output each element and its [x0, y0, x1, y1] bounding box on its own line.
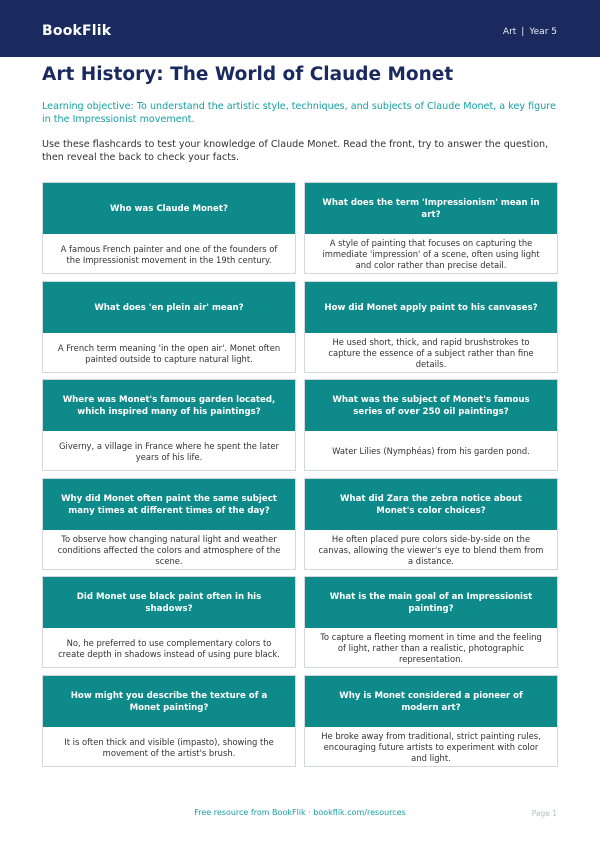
flashcard-back: A style of painting that focuses on capturing the immediate 'impression' of a scene, often using light and color rather than precise detail. [322, 238, 540, 270]
flashcard-front: What did Zara the zebra notice about Monet's color choices? [305, 479, 557, 530]
flashcard-front: What is the main goal of an Impressionist painting? [305, 577, 557, 628]
flashcard[interactable] [304, 379, 558, 471]
flashcard[interactable] [304, 281, 558, 373]
flashcard-front: What does the term 'Impressionism' mean in art? [305, 183, 557, 234]
flashcard-back: He used short, thick, and rapid brushstrokes to capture the essence of a subject rather than fine details. [328, 337, 534, 369]
subject-label: Art [502, 27, 517, 37]
flashcard-front: Why did Monet often paint the same subject many times at different times of the day? [43, 479, 295, 530]
flashcard[interactable] [42, 182, 296, 274]
brand-logo-text[interactable]: BookFlik [42, 23, 112, 39]
flashcard[interactable] [42, 576, 296, 668]
page-title: Art History: The World of Claude Monet [42, 64, 454, 85]
flashcard-back: To observe how changing natural light and weather conditions affected the colors and atmosphere of the scene. [57, 534, 281, 566]
flashcard[interactable] [42, 281, 296, 373]
flashcard-front: What was the subject of Monet's famous series of over 250 oil paintings? [305, 380, 557, 431]
flashcard[interactable] [304, 675, 558, 767]
flashcard[interactable] [42, 675, 296, 767]
flashcard-back: A French term meaning 'in the open air'. Monet often painted outside to capture natural light. [57, 342, 281, 364]
flashcard-front: How might you describe the texture of a Monet painting? [43, 676, 295, 727]
flashcard-front: How did Monet apply paint to his canvases? [305, 282, 557, 333]
flashcard-front: What does 'en plein air' mean? [43, 282, 295, 333]
flashcard-back: To capture a fleeting moment in time and the feeling of light, rather than a realistic, photographic representation. [320, 632, 542, 664]
learning-objective: Learning objective: To understand the artistic style, techniques, and subjects of Claude Monet, a key figure in the Impressionist movement. [42, 101, 556, 125]
flashcard-back: A famous French painter and one of the founders of the Impressionist movement in the 19th century. [60, 243, 278, 265]
flashcard-back: Giverny, a village in France where he spent the later years of his life. [59, 440, 279, 462]
meta-separator: | [521, 27, 525, 37]
flashcard[interactable] [42, 379, 296, 471]
flashcard-back: He broke away from traditional, strict painting rules, encouraging future artists to experiment with color and light. [321, 731, 541, 763]
top-header-bar [0, 0, 600, 57]
flashcard[interactable] [304, 576, 558, 668]
flashcard[interactable] [42, 478, 296, 570]
flashcard-back: No, he preferred to use complementary colors to create depth in shadows instead of using pure black. [58, 637, 280, 659]
flashcard-front: Who was Claude Monet? [43, 183, 295, 234]
page-number: Page 1 [531, 809, 557, 818]
flashcard-back: He often placed pure colors side-by-side on the canvas, allowing the viewer's eye to blend them from a distance. [318, 534, 544, 566]
flashcard-front: Why is Monet considered a pioneer of modern art? [305, 676, 557, 727]
flashcard[interactable] [304, 478, 558, 570]
flashcard-back: Water Lilies (Nymphéas) from his garden pond. [332, 446, 530, 456]
intro-text: Use these flashcards to test your knowledge of Claude Monet. Read the front, try to answer the question, then reveal the back to check your facts. [42, 139, 549, 163]
flashcard-front: Did Monet use black paint often in his shadows? [43, 577, 295, 628]
flashcard-back: It is often thick and visible (impasto), showing the movement of the artist's brush. [64, 736, 274, 758]
header-meta [503, 27, 557, 37]
year-label: Year 5 [529, 27, 557, 37]
flashcard[interactable] [304, 182, 558, 274]
footer-resource-link[interactable]: Free resource from BookFlik · bookflik.com/resources [194, 808, 406, 817]
flashcard-front: Where was Monet's famous garden located, which inspired many of his paintings? [43, 380, 295, 431]
